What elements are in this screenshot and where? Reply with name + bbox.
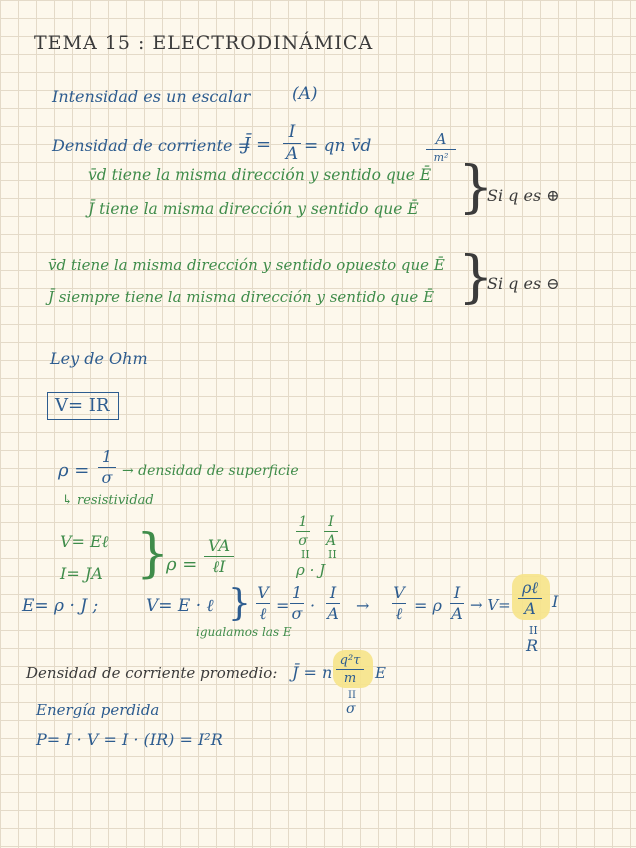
side-equals-1: II bbox=[301, 548, 310, 561]
side-equals-2: II bbox=[328, 548, 337, 561]
eq-va-li bbox=[204, 538, 234, 575]
equals-r: II bbox=[529, 624, 538, 637]
intensidad-text: Intensidad es un escalar bbox=[52, 87, 251, 106]
densidad-label: Densidad de corriente = bbox=[52, 136, 252, 155]
side-A: A bbox=[325, 533, 337, 549]
v-num: V bbox=[257, 583, 269, 602]
promedio-label: Densidad de corriente promedio: bbox=[26, 664, 278, 682]
rho-l-num: ρℓ bbox=[521, 578, 539, 597]
i-num-2: I bbox=[453, 583, 461, 602]
sigma-den: σ bbox=[291, 604, 303, 623]
page-title: TEMA 15 : ELECTRODINÁMICA bbox=[34, 32, 374, 54]
block2-brace: } bbox=[458, 245, 494, 310]
frac-i-a bbox=[326, 585, 340, 622]
va-numerator: VA bbox=[207, 536, 231, 555]
frac-one-sigma bbox=[290, 585, 304, 622]
intensidad-unit: (A) bbox=[292, 84, 318, 104]
densidad-qnv: = qn v̄d bbox=[304, 136, 372, 156]
promedio-sigma: σ bbox=[346, 701, 356, 717]
promedio-j-eq: J̄ = n bbox=[292, 663, 333, 682]
side-frac-one-sigma bbox=[296, 515, 310, 548]
frac-q2-tau-m bbox=[336, 654, 364, 685]
energia-label: Energía perdida bbox=[36, 701, 160, 719]
unit-denominator: m² bbox=[433, 151, 449, 164]
fraction-numerator: I bbox=[288, 122, 296, 142]
side-frac-I-A bbox=[324, 515, 338, 548]
resistividad-label: ↳ resistividad bbox=[62, 493, 154, 508]
side-sigma: σ bbox=[298, 533, 308, 549]
side-bar-1 bbox=[296, 531, 310, 532]
block2-line1: v̄d tiene la misma dirección y sentido opuesto que Ē bbox=[48, 256, 445, 274]
frac-i-a-2 bbox=[450, 585, 464, 622]
frac-v-l-2 bbox=[392, 585, 406, 622]
eq-rho-2: = ρ bbox=[414, 596, 442, 615]
frac-rho-l-a bbox=[518, 580, 542, 617]
side-bar-2 bbox=[324, 531, 338, 532]
rho-fraction bbox=[98, 449, 116, 486]
rho-numerator: 1 bbox=[101, 447, 113, 466]
eq-dot: · bbox=[310, 596, 316, 615]
eq-i-final: I bbox=[552, 592, 559, 611]
energia-formula: P= I · V = I · (IR) = I²R bbox=[36, 730, 223, 749]
eq-equals-1: = bbox=[276, 596, 290, 615]
l-den: ℓ bbox=[259, 604, 267, 623]
rho-eq: ρ = bbox=[58, 460, 90, 481]
one-num: 1 bbox=[291, 583, 303, 602]
block1-brace: } bbox=[458, 155, 494, 220]
igualamos-label: igualamos las E bbox=[196, 625, 292, 639]
q2tau-bar bbox=[336, 669, 364, 670]
promedio-equals: II bbox=[348, 690, 356, 701]
side-one: 1 bbox=[298, 514, 308, 530]
block1-line1: v̄d tiene la misma dirección y sentido que Ē bbox=[88, 166, 432, 184]
i-num: I bbox=[329, 583, 337, 602]
a-den-2: A bbox=[451, 604, 463, 623]
eq-brace-2: } bbox=[228, 583, 251, 624]
promedio-e: E bbox=[375, 664, 386, 682]
eq-brace: } bbox=[136, 524, 170, 584]
li-denominator: ℓI bbox=[212, 557, 226, 576]
m-den: m bbox=[343, 671, 357, 686]
rho-denominator: σ bbox=[101, 468, 113, 487]
fraction-denominator: A bbox=[285, 144, 299, 164]
ohm-title: Ley de Ohm bbox=[50, 349, 148, 368]
a-den: A bbox=[327, 604, 339, 623]
l-den-2: ℓ bbox=[395, 604, 403, 623]
block2-condition: Si q es ⊖ bbox=[487, 274, 560, 293]
eq-rho-eq: ρ = bbox=[166, 554, 198, 575]
eq-v-el2: V= E · ℓ bbox=[146, 596, 214, 616]
eq-v-el: V= Eℓ bbox=[60, 532, 109, 551]
frac-v-l bbox=[256, 585, 270, 622]
ohm-formula: V= IR bbox=[55, 395, 110, 416]
block2-line2: J̄ siempre tiene la misma dirección y sentido que Ē bbox=[48, 288, 435, 306]
unit-numerator: A bbox=[435, 130, 447, 148]
r-symbol: R bbox=[526, 636, 539, 655]
v-num-2: V bbox=[393, 583, 405, 602]
densidad-j-eq: J̄ = bbox=[243, 134, 272, 155]
rho-arrow-text: → densidad de superficie bbox=[122, 463, 299, 479]
side-rho-j: ρ · J bbox=[296, 561, 326, 579]
densidad-unit bbox=[426, 132, 456, 163]
q2tau-num: q²τ bbox=[339, 653, 361, 668]
eq-arrow-v: → V= bbox=[470, 596, 511, 614]
densidad-fraction bbox=[283, 124, 301, 163]
eq-arrow-1: → bbox=[356, 596, 370, 615]
block1-line2: J̄ tiene la misma dirección y sentido que Ē bbox=[88, 200, 419, 218]
a-den-3: A bbox=[524, 599, 536, 618]
side-I: I bbox=[328, 514, 334, 530]
unit-bar bbox=[426, 149, 456, 150]
block1-condition: Si q es ⊕ bbox=[487, 186, 560, 205]
eq-e-rho-j: E= ρ · J ; bbox=[22, 596, 99, 616]
eq-i-ja: I= JA bbox=[60, 564, 103, 583]
